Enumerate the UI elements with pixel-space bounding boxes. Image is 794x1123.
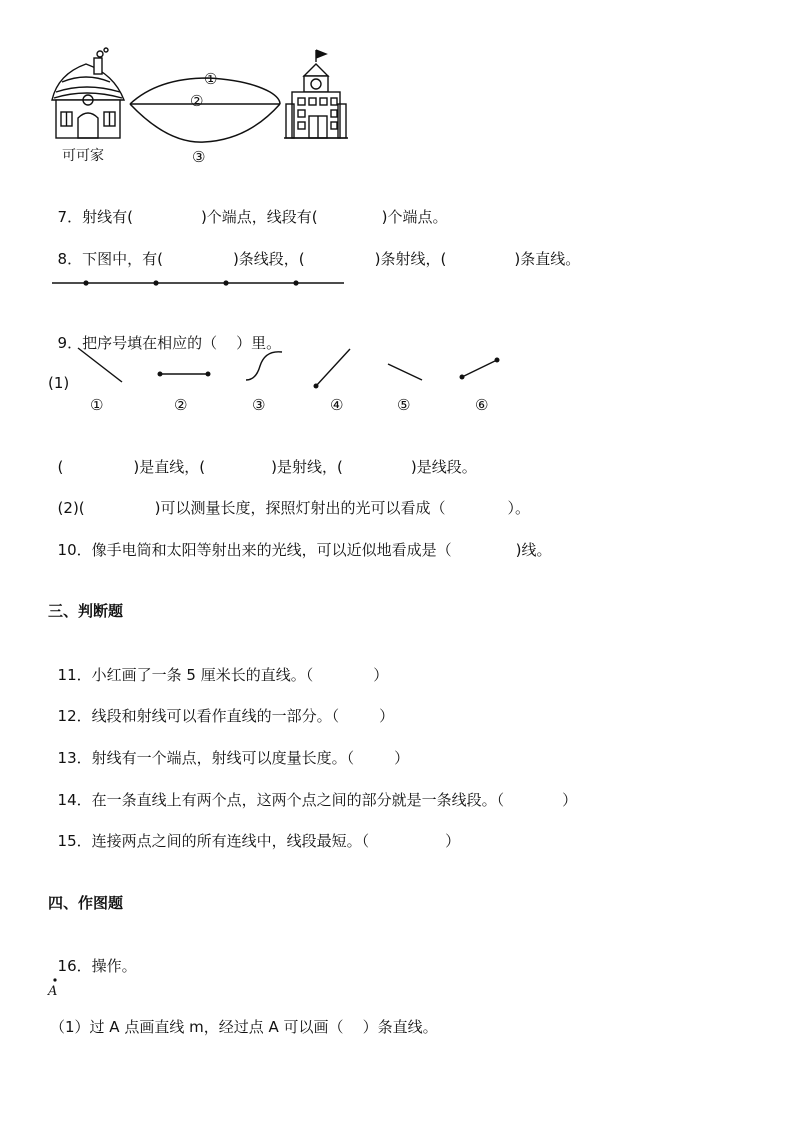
q16-part1: （1）过 A 点画直线 m，经过点 A 可以画（ ）条直线。 (50, 1018, 438, 1036)
q16-num: 16． (57, 957, 92, 975)
q11-text: 小红画了一条 5 厘米长的直线。（ (91, 666, 314, 684)
question-10 (48, 517, 552, 561)
house-label: 可可家 (62, 148, 104, 164)
q11-num: 11． (57, 666, 92, 684)
shape-1-line (78, 348, 122, 382)
question-16 (48, 933, 137, 977)
q9-part2-line (48, 475, 530, 519)
shape-4-end (314, 384, 319, 389)
q15-close: ） (445, 832, 461, 850)
q10-text-a: 像手电筒和太阳等射出来的光线，可以近似地看成是（ (91, 541, 452, 559)
question-11 (48, 642, 388, 686)
q15-text: 连接两点之间的所有连线中，线段最短。（ (91, 832, 370, 850)
shape-6-end-a (460, 375, 465, 380)
q13-num: 13． (57, 749, 92, 767)
q13-close: ） (394, 749, 410, 767)
q8-line-figure (48, 276, 348, 290)
q16-text: 操作。 (91, 957, 137, 975)
q10-num: 10． (57, 541, 92, 559)
shape-6-segment (462, 360, 497, 377)
q12-text: 线段和射线可以看作直线的一部分。（ (91, 707, 340, 725)
q7-text-b: )个端点，线段有( (200, 208, 318, 226)
shape-label-4: ④ (330, 396, 344, 414)
shape-4-ray (316, 349, 350, 386)
q9-num: 9． (57, 334, 83, 352)
question-15 (48, 808, 460, 852)
q12-close: ） (379, 707, 395, 725)
shape-label-6: ⑥ (475, 396, 489, 414)
q14-num: 14． (57, 791, 92, 809)
q12-num: 12． (57, 707, 92, 725)
q14-close: ） (562, 791, 578, 809)
top-figure (48, 52, 388, 170)
q8-text-a: 下图中，有( (82, 250, 163, 268)
q8-point-4 (293, 280, 298, 285)
q9-answer-a: ( (57, 458, 64, 476)
shape-label-2: ② (174, 396, 188, 414)
point-a-dot (53, 978, 56, 981)
q9-text: 把序号填在相应的（ ）里。 (82, 334, 282, 352)
q8-text-b: )条线段，( (232, 250, 305, 268)
q9-answer-line (48, 434, 477, 478)
q13-text: 射线有一个端点，射线可以度量长度。（ (91, 749, 355, 767)
shape-3-curve (246, 352, 282, 380)
shape-5-line (388, 364, 422, 380)
q9-part2-a: (2)( (57, 499, 85, 517)
point-a-label: A (48, 984, 58, 999)
question-7 (48, 184, 448, 228)
q8-text-c: )条射线，( (374, 250, 447, 268)
section-4-title: 四、作图题 (48, 894, 124, 912)
q8-num: 8． (57, 250, 83, 268)
q8-point-1 (83, 280, 88, 285)
school-icon (284, 50, 348, 138)
shape-2-end-b (206, 372, 211, 377)
question-12 (48, 683, 394, 727)
question-14 (48, 767, 577, 811)
house-icon (52, 48, 124, 138)
question-13 (48, 725, 409, 769)
path-label-3: ③ (192, 148, 206, 166)
path-label-2: ② (190, 92, 204, 110)
shape-2-end-a (158, 372, 163, 377)
q9-answer-b: )是直线，( (133, 458, 206, 476)
q7-num: 7． (57, 208, 83, 226)
shape-label-3: ③ (252, 396, 266, 414)
q9-answer-d: )是线段。 (410, 458, 477, 476)
q9-part2-b: )可以测量长度，探照灯射出的光可以看成（ (154, 499, 446, 517)
path-bottom (130, 104, 280, 142)
q8-point-2 (153, 280, 158, 285)
q8-text-d: )条直线。 (514, 250, 581, 268)
q8-point-3 (223, 280, 228, 285)
section-3-title: 三、判断题 (48, 602, 124, 620)
q14-text: 在一条直线上有两个点，这两个点之间的部分就是一条线段。（ (91, 791, 505, 809)
shape-label-1: ① (90, 396, 104, 414)
q7-text-c: )个端点。 (381, 208, 448, 226)
q7-text-a: 射线有( (82, 208, 133, 226)
q9-part2-c: ）。 (507, 499, 531, 517)
shape-6-end-b (495, 358, 500, 363)
q15-num: 15． (57, 832, 92, 850)
shape-label-5: ⑤ (397, 396, 411, 414)
q9-shapes-figure (60, 344, 510, 419)
q9-answer-c: )是射线，( (271, 458, 343, 476)
question-8 (48, 226, 580, 270)
path-label-1: ① (204, 70, 218, 88)
q10-text-b: )线。 (515, 541, 552, 559)
q11-close: ） (373, 666, 389, 684)
q9-part1-label: (1) (48, 374, 70, 392)
